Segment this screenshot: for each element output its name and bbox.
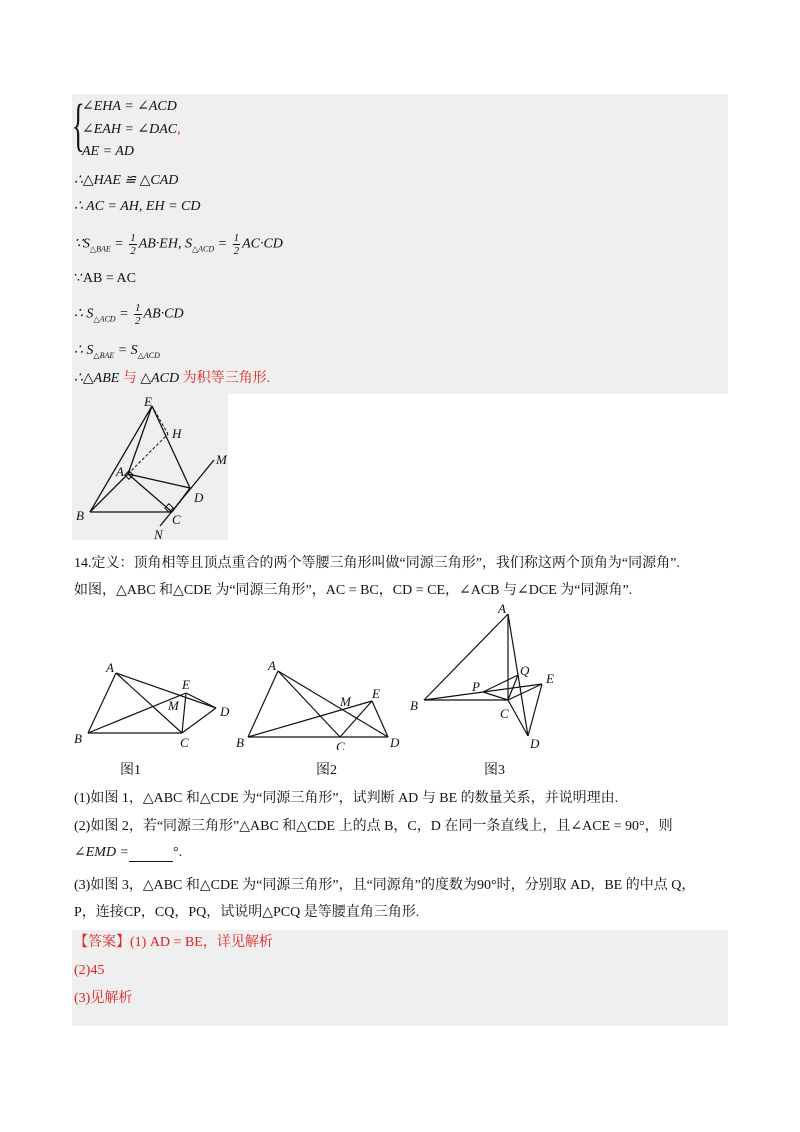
svg-text:D: D: [390, 735, 400, 750]
conclusion-line: ∴△ABE 与 △ACD 为积等三角形.: [74, 371, 271, 386]
line-nm: [160, 460, 214, 526]
q14-part-2: (2)如图 2，若“同源三角形”△ABC 和△CDE 上的点 B，C，D 在同一条直线上，且∠ACE = 90°，则: [74, 819, 673, 834]
answer-blank[interactable]: [129, 847, 173, 862]
fig3-caption: 图3: [484, 763, 505, 778]
answer-line-1: 【答案】(1) AD = BE，详见解析: [74, 935, 273, 950]
q14-setup: 如图，△ABC 和△CDE 为“同源三角形”，AC = BC，CD = CE，∠ACB 与∠DCE 为“同源角”.: [74, 583, 633, 598]
equal-area-line: ∴ $S_{\triangle BAE} = S_{\triangle ACD}$: [74, 343, 160, 360]
label-n: N: [154, 527, 163, 542]
svg-text:B: B: [236, 735, 244, 750]
dashed-ah: [128, 434, 168, 474]
seg-ed: [152, 406, 190, 488]
answer-line-3: (3)见解析: [74, 991, 133, 1006]
svg-text:E: E: [546, 671, 554, 686]
q14-part-1: (1)如图 1，△ABC 和△CDE 为“同源三角形”，试判断 AD 与 BE 的数量关系，并说明理由.: [74, 791, 619, 806]
system-line-1: ∠EHA = ∠ACD: [82, 99, 177, 114]
system-line-3: AE = AD: [82, 144, 134, 159]
svg-text:A: A: [106, 660, 114, 675]
fraction-half: $\frac{1}{2}$: [135, 302, 141, 327]
figure-1: [64, 655, 244, 750]
seg-ac: [128, 474, 172, 512]
svg-text:A: A: [268, 658, 276, 673]
system-comma: ,: [177, 122, 181, 137]
figure-3: [400, 600, 580, 750]
svg-text:E: E: [372, 686, 380, 701]
area-acd-line: ∴ $S_{\triangle ACD}$ = $\frac{1}{2}$ AB·CD: [74, 302, 184, 327]
svg-text:Q: Q: [520, 663, 530, 678]
equal-sides-line: ∴ AC = AH, EH = CD: [74, 199, 201, 214]
svg-text:B: B: [410, 698, 418, 713]
label-d: D: [194, 490, 204, 505]
svg-text:B: B: [74, 731, 82, 746]
solution-figure: [72, 394, 242, 544]
svg-text:C: C: [180, 735, 189, 750]
label-b: B: [76, 508, 84, 523]
q14-part-2-blank-line: ∠EMD = °.: [74, 845, 183, 860]
label-h: H: [172, 426, 182, 441]
svg-text:P: P: [472, 679, 480, 694]
q14-part-3: (3)如图 3，△ABC 和△CDE 为“同源三角形”，且“同源角”的度数为90°时，分别取 AD，BE 的中点 Q，: [74, 878, 696, 893]
ab-equals-ac-line: ∵AB = AC: [74, 271, 136, 286]
label-e: E: [144, 394, 152, 409]
fraction-half: $\frac{1}{2}$: [130, 232, 136, 257]
svg-text:C: C: [336, 739, 345, 750]
answer-label: 【答案】: [74, 935, 130, 950]
svg-text:A: A: [498, 601, 506, 616]
label-a: A: [116, 464, 124, 479]
svg-text:M: M: [340, 694, 351, 709]
answer-line-2: (2)45: [74, 963, 105, 978]
figure-2: [230, 655, 410, 750]
fraction-half: $\frac{1}{2}$: [233, 232, 240, 257]
system-line-2: ∠EAH = ∠DAC,: [82, 122, 181, 137]
label-c: C: [172, 512, 181, 527]
congruent-line: ∴△HAE ≌ △CAD: [74, 173, 179, 188]
fig2-caption: 图2: [316, 763, 337, 778]
svg-text:M: M: [168, 698, 179, 713]
fig1-caption: 图1: [120, 763, 141, 778]
seg-ad: [128, 474, 190, 488]
svg-text:D: D: [530, 736, 540, 750]
svg-text:C: C: [500, 706, 509, 721]
svg-text:E: E: [182, 677, 190, 692]
svg-text:D: D: [220, 704, 230, 719]
q14-part-3-cont: P，连接CP，CQ，PQ，试说明△PCQ 是等腰直角三角形.: [74, 905, 420, 920]
q14-definition: 14.定义：顶角相等且顶点重合的两个等腰三角形叫做“同源三角形”，我们称这两个顶角为“同源角”.: [74, 556, 680, 571]
area-formula-line: $\because S_{\triangle BAE}$ = $\frac{1}{2}$ AB·EH, $S_{\triangle ACD}$ = $\frac{1}{2}$ AC·CD: [74, 232, 283, 257]
system-brace: {: [72, 92, 85, 157]
label-m: M: [216, 452, 227, 467]
